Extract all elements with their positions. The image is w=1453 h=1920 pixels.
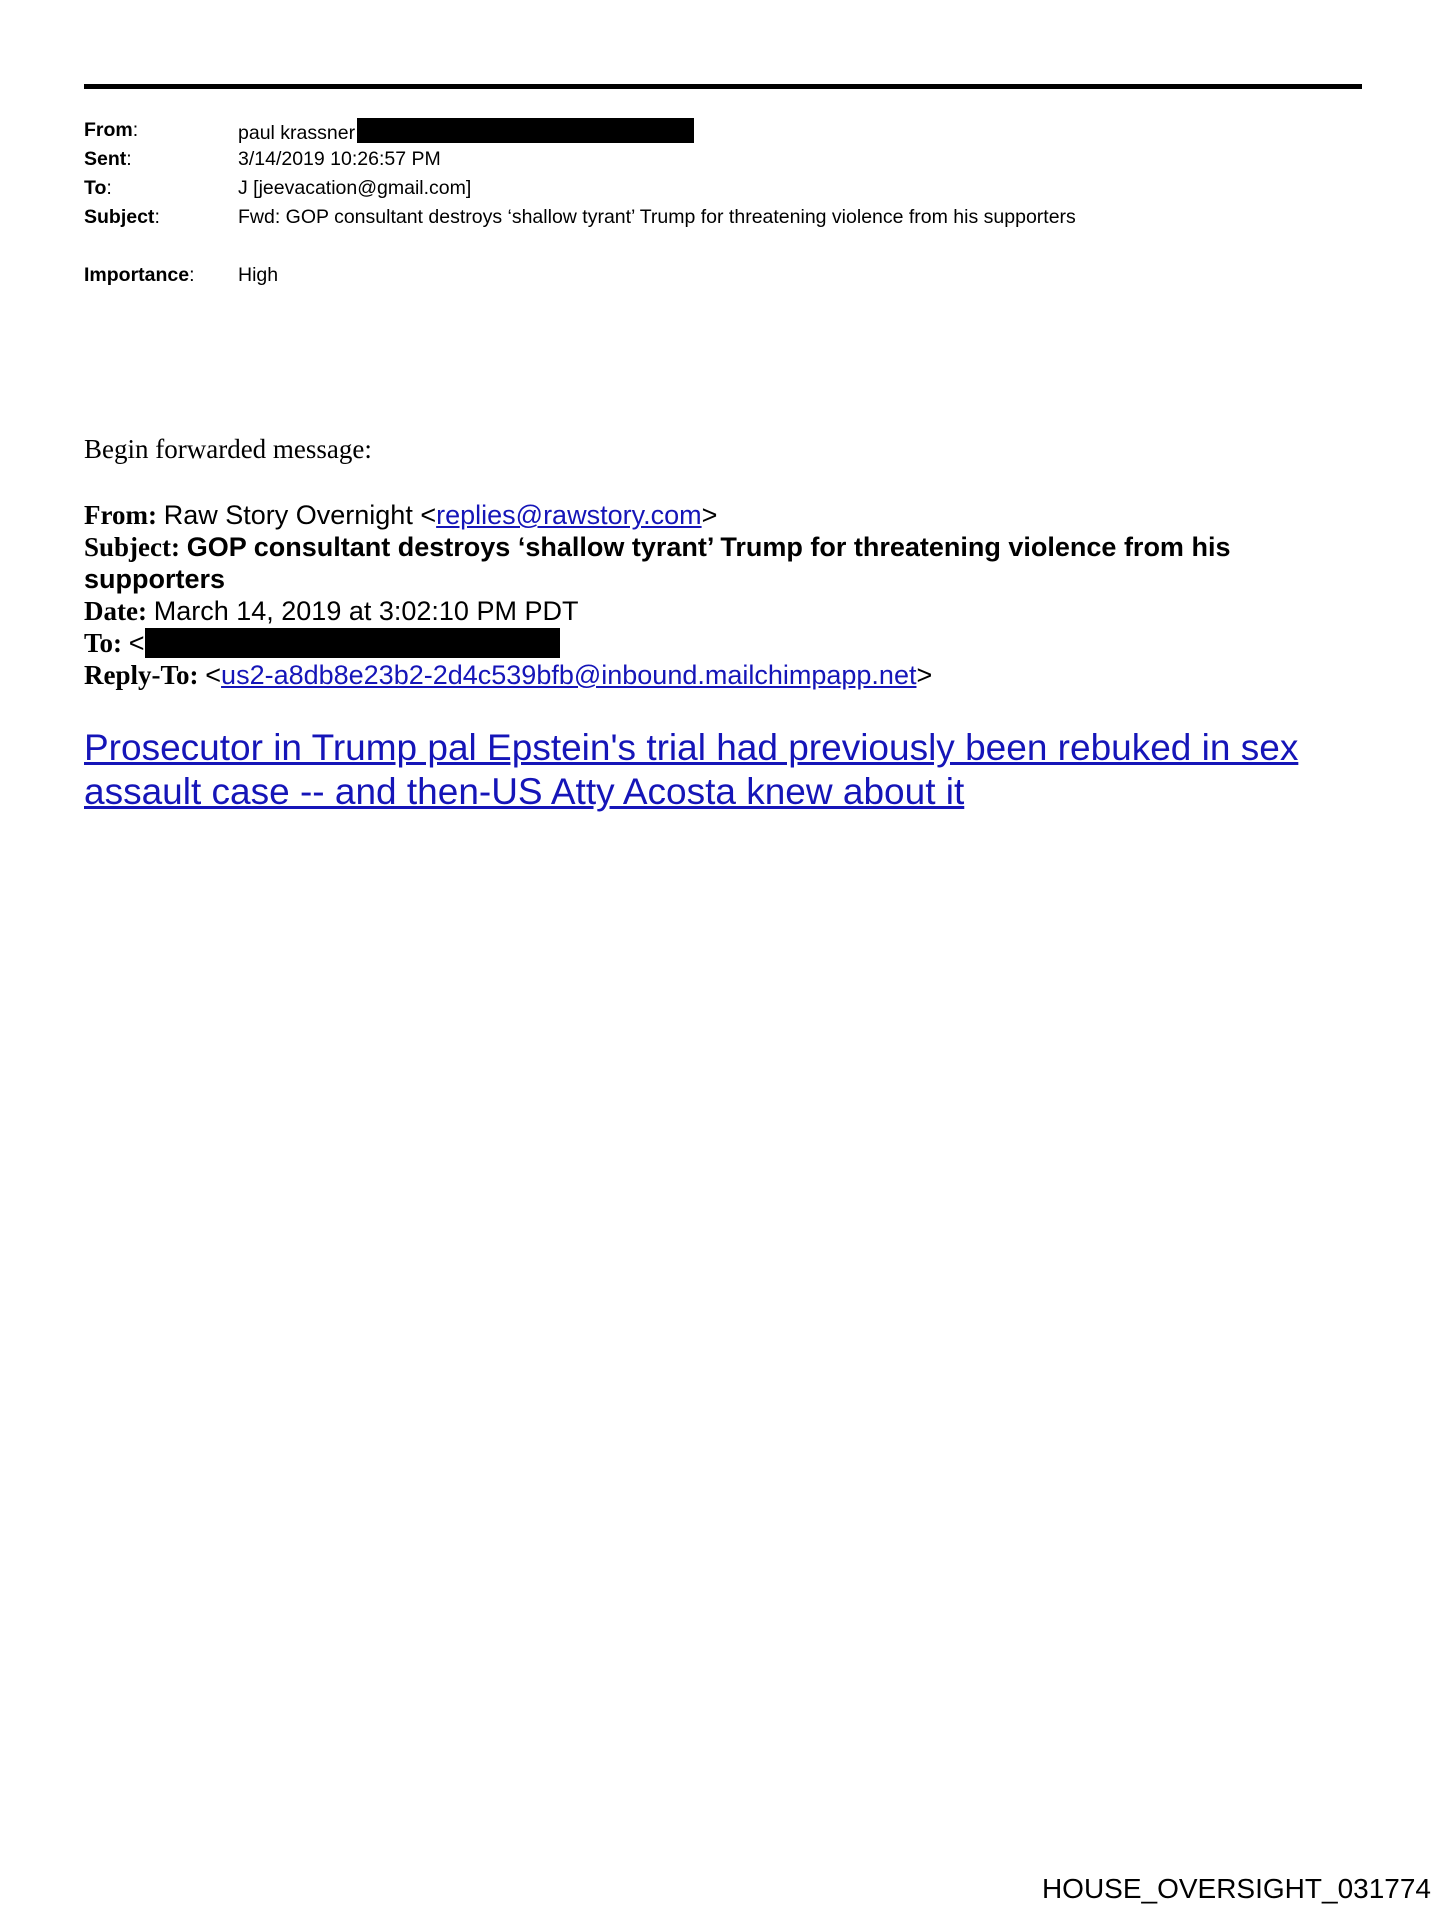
header-importance-row (84, 263, 1284, 287)
forwarded-to-label: To: (84, 628, 123, 658)
forwarded-subject-line (84, 531, 1374, 595)
header-to-value: J [jeevacation@gmail.com] (238, 177, 472, 199)
redaction-box (357, 118, 694, 143)
forwarded-subject-value: GOP consultant destroys ‘shallow tyrant’ Trump for threatening violence from his supporters (84, 532, 1231, 594)
forwarded-from-email-link[interactable]: replies@rawstory.com (436, 500, 702, 530)
top-rule (84, 84, 1362, 89)
header-to-label: To: (84, 177, 112, 199)
forwarded-reply-to-label: Reply-To: (84, 660, 199, 690)
forwarded-from-label: From: (84, 500, 157, 530)
header-subject-value: Fwd: GOP consultant destroys ‘shallow tyrant’ Trump for threatening violence from his supporters (238, 206, 1076, 228)
header-subject-label: Subject: (84, 206, 160, 228)
header-subject-row (84, 205, 1334, 229)
header-importance-label: Importance: (84, 264, 195, 286)
article-headline-link[interactable]: Prosecutor in Trump pal Epstein's trial had previously been rebuked in sex assault case -- and then-US Atty Acosta knew about it (84, 727, 1299, 812)
forward-intro: Begin forwarded message: (84, 434, 372, 464)
forwarded-from-name: Raw Story Overnight (163, 500, 413, 530)
forwarded-subject-label: Subject: (84, 532, 180, 562)
header-to-row (84, 176, 1284, 200)
forwarded-reply-to-line: Reply-To: <us2-a8db8e23b2-2d4c539bfb@inbound.mailchimpapp.net> (84, 660, 933, 690)
redaction-box (145, 628, 560, 658)
reply-to-email-link[interactable]: us2-a8db8e23b2-2d4c539bfb@inbound.mailchimpapp.net (221, 660, 917, 690)
forwarded-date-label: Date: (84, 596, 147, 626)
header-from-label: From: (84, 119, 139, 141)
header-sent-value: 3/14/2019 10:26:57 PM (238, 148, 441, 170)
header-sent-label: Sent: (84, 148, 132, 170)
forwarded-date-line (84, 595, 1374, 627)
forwarded-from-line: From: Raw Story Overnight <replies@rawstory.com> (84, 500, 718, 530)
forwarded-date-value: March 14, 2019 at 3:02:10 PM PDT (153, 596, 579, 626)
forwarded-to-line: To: < (84, 627, 1374, 659)
forwarded-header (84, 499, 1374, 691)
header-sent-row (84, 147, 1284, 171)
header-from-row (84, 118, 1284, 142)
bates-number: HOUSE_OVERSIGHT_031774 (1041, 1873, 1431, 1904)
header-importance-value: High (238, 264, 279, 286)
header-from-value: paul krassner (238, 122, 356, 144)
article-headline (84, 726, 1374, 814)
